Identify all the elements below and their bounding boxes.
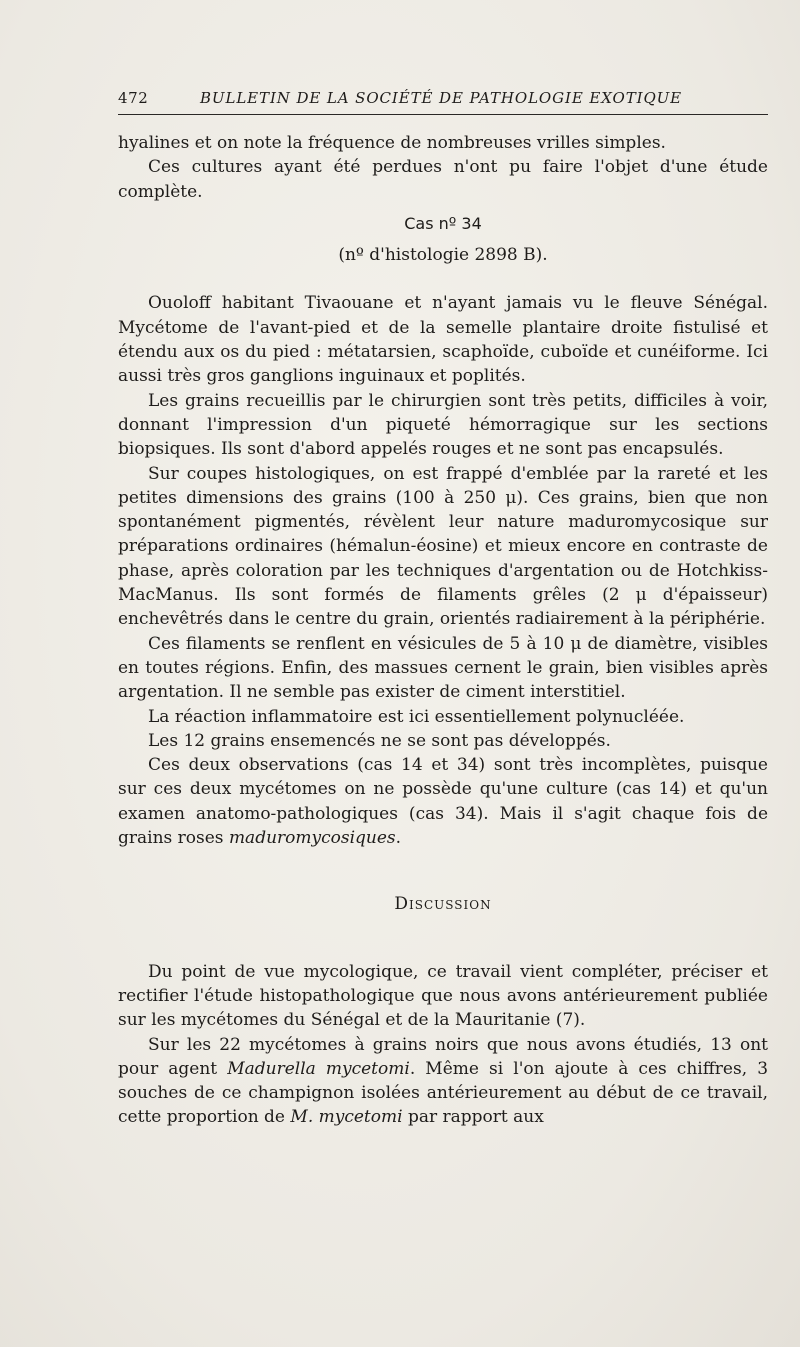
running-header bbox=[118, 86, 768, 112]
italic-term: maduromycosiques bbox=[228, 828, 396, 849]
paragraph-continuation: hyalines et on note la fréquence de nombreuses vrilles simples. bbox=[118, 133, 666, 153]
article-body bbox=[118, 131, 768, 1130]
case-subheading: (nº d'histologie 2898 B). bbox=[338, 245, 548, 266]
paragraph: Ouoloff habitant Tivaouane et n'ayant jamais vu le fleuve Sénégal. Mycétome de l'avant-pied et de la semelle plantaire droite fistulisé et étendu aux os du pied : métatarsien, scaphoïde, cuboïde et cunéiforme. Ici aussi très gros ganglions inguinaux et poplités. bbox=[118, 293, 768, 387]
paragraph-text: . bbox=[395, 828, 402, 849]
paragraph: Du point de vue mycologique, ce travail vient compléter, préciser et rectifier l'étude histopathologique que nous avons antérieurement publiée sur les mycétomes du Sénégal et de la Mauritanie (7). bbox=[118, 961, 768, 1031]
paragraph: Ces cultures ayant été perdues n'ont pu faire l'objet d'une étude complète. bbox=[118, 157, 768, 202]
paragraph-text: par rapport aux bbox=[402, 1107, 544, 1128]
italic-term: M. mycetomi bbox=[290, 1107, 403, 1128]
paragraph-text: . Même si l'on ajoute à ces chiffres, 3 souches de ce champignon isolées antérieurement au début de ce travail, cette proportion de bbox=[118, 1058, 769, 1128]
paragraph bbox=[118, 753, 768, 850]
paragraph: Sur coupes histologiques, on est frappé d'emblée par la rareté et les petites dimensions des grains (100 à 250 μ). Ces grains, bien que non spontanément pigmentés, révèlent leur nature maduromycosique sur préparations ordinaires (hémalun-éosine) et mieux encore en contraste de phase, après coloration par les techniques d'argentation ou de Hotchkiss-MacManus. Ils sont formés de filaments grêles (2 μ d'épaisseur) enchevêtrés dans le centre du grain, orientés radiairement à la périphérie. bbox=[118, 463, 768, 630]
case-heading: Cas nº 34 bbox=[404, 213, 482, 233]
paragraph: Les 12 grains ensemencés ne se sont pas développés. bbox=[148, 730, 611, 751]
page-number: 472 bbox=[118, 89, 149, 107]
header-rule bbox=[118, 114, 768, 115]
paragraph-text: Sur les 22 mycétomes à grains noirs que nous avons étudiés, 13 ont pour agent bbox=[118, 1034, 768, 1079]
paragraph-text: Ces deux observations (cas 14 et 34) sont très incomplètes, puisque sur ces deux mycétomes on ne possède qu'une culture (cas 14) et qu'un examen anatomo-pathologiques (cas 34). Mais il s'agit chaque fois de grains roses bbox=[118, 755, 768, 849]
journal-title: BULLETIN DE LA SOCIÉTÉ DE PATHOLOGIE EXOTIQUE bbox=[200, 89, 683, 107]
paragraph bbox=[118, 1033, 768, 1130]
paragraph: Les grains recueillis par le chirurgien sont très petits, difficiles à voir, donnant l'impression d'un piqueté hémorragique sur les sections biopsiques. Ils sont d'abord appelés rouges et ne sont pas encapsulés. bbox=[118, 390, 768, 460]
paragraph: Ces filaments se renflent en vésicules de 5 à 10 μ de diamètre, visibles en toutes régions. Enfin, des massues cernent le grain, bien visibles après argentation. Il ne semble pas exister de ciment interstitiel. bbox=[118, 633, 768, 703]
paragraph: La réaction inflammatoire est ici essentiellement polynucléée. bbox=[148, 706, 685, 727]
section-heading: Discussion bbox=[394, 894, 492, 915]
italic-term: Madurella mycetomi bbox=[227, 1058, 410, 1079]
